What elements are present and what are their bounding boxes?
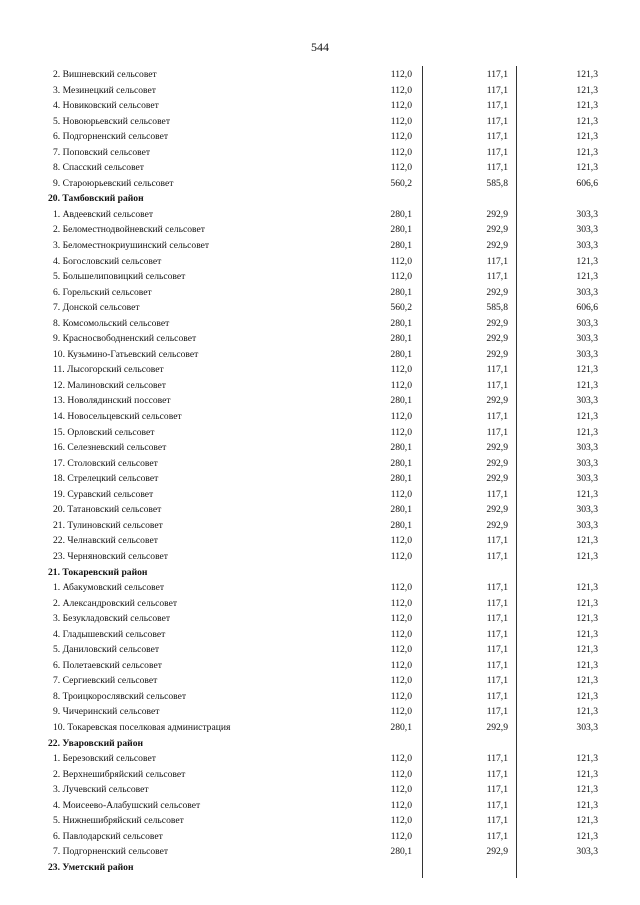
value-cell-v1: 112,0 <box>390 271 412 283</box>
table-row <box>0 767 640 783</box>
value-cell-v3: 121,3 <box>576 597 598 609</box>
table-row <box>0 782 640 798</box>
council-name: 5. Даниловский сельсовет <box>53 644 160 656</box>
value-cell-v2: 117,1 <box>486 84 508 96</box>
table-row <box>0 254 640 270</box>
council-name: 3. Безукладовский сельсовет <box>53 613 171 625</box>
district-name: 22. Уваровский район <box>48 737 144 749</box>
value-cell-v2: 117,1 <box>486 100 508 112</box>
value-cell-v3: 121,3 <box>576 255 598 267</box>
table-row <box>0 409 640 425</box>
table-row <box>0 160 640 176</box>
value-cell-v3: 121,3 <box>576 131 598 143</box>
value-cell-v2: 292,9 <box>486 317 508 329</box>
value-cell-v2: 117,1 <box>486 535 508 547</box>
value-cell-v1: 112,0 <box>390 131 412 143</box>
value-cell-v3: 303,3 <box>576 208 598 220</box>
table-row <box>0 285 640 301</box>
value-cell-v3: 303,3 <box>576 333 598 345</box>
table-row <box>0 658 640 674</box>
value-cell-v3: 303,3 <box>576 457 598 469</box>
value-cell-v3: 606,6 <box>576 302 598 314</box>
value-cell-v2: 117,1 <box>486 582 508 594</box>
value-cell-v1: 112,0 <box>390 488 412 500</box>
value-cell-v3: 121,3 <box>576 426 598 438</box>
council-name: 2. Вишневский сельсовет <box>53 69 157 80</box>
value-cell-v2: 292,9 <box>486 473 508 485</box>
value-cell-v3: 121,3 <box>576 582 598 594</box>
council-name: 10. Токаревская поселковая администрация <box>53 721 231 733</box>
table-row <box>0 502 640 518</box>
table-row <box>0 83 640 99</box>
value-cell-v3: 121,3 <box>576 84 598 96</box>
council-name: 5. Новоюрьевский сельсовет <box>53 115 171 127</box>
council-name: 9. Староюрьевский сельсовет <box>53 177 174 189</box>
data-table <box>0 67 640 875</box>
value-cell-v1: 112,0 <box>390 830 412 842</box>
table-row <box>0 720 640 736</box>
value-cell-v3: 121,3 <box>576 830 598 842</box>
value-cell-v1: 112,0 <box>390 426 412 438</box>
council-name: 4. Моисеево-Алабушский сельсовет <box>53 799 201 811</box>
value-cell-v2: 117,1 <box>486 411 508 423</box>
value-cell-v1: 112,0 <box>390 799 412 811</box>
value-cell-v3: 121,3 <box>576 69 598 80</box>
value-cell-v3: 121,3 <box>576 784 598 796</box>
table-row <box>0 627 640 643</box>
value-cell-v1: 112,0 <box>390 768 412 780</box>
value-cell-v1: 112,0 <box>390 411 412 423</box>
council-name: 23. Черняновский сельсовет <box>53 550 168 562</box>
value-cell-v3: 303,3 <box>576 395 598 407</box>
value-cell-v1: 112,0 <box>390 69 412 80</box>
page-number: 544 <box>311 40 329 54</box>
council-name: 3. Мезинецкий сельсовет <box>53 84 156 96</box>
value-cell-v3: 303,3 <box>576 317 598 329</box>
value-cell-v3: 303,3 <box>576 504 598 516</box>
value-cell-v3: 303,3 <box>576 846 598 858</box>
value-cell-v1: 112,0 <box>390 84 412 96</box>
value-cell-v3: 121,3 <box>576 675 598 687</box>
value-cell-v3: 303,3 <box>576 473 598 485</box>
value-cell-v3: 121,3 <box>576 613 598 625</box>
council-name: 13. Новолядинский поссовет <box>53 395 171 407</box>
table-row <box>0 362 640 378</box>
council-name: 18. Стрелецкий сельсовет <box>53 473 159 485</box>
value-cell-v3: 303,3 <box>576 721 598 733</box>
value-cell-v2: 292,9 <box>486 395 508 407</box>
table-row <box>0 269 640 285</box>
council-name: 12. Малиновский сельсовет <box>53 379 166 391</box>
table-row <box>0 238 640 254</box>
table-row <box>0 114 640 130</box>
table-row <box>0 207 640 223</box>
value-cell-v1: 280,1 <box>390 442 412 454</box>
council-name: 4. Гладышевский сельсовет <box>53 628 166 640</box>
value-cell-v1: 112,0 <box>390 597 412 609</box>
table-row <box>0 222 640 238</box>
value-cell-v1: 280,1 <box>390 395 412 407</box>
value-cell-v1: 112,0 <box>390 162 412 174</box>
value-cell-v2: 292,9 <box>486 208 508 220</box>
value-cell-v2: 292,9 <box>486 846 508 858</box>
council-name: 14. Новосельцевский сельсовет <box>53 411 182 423</box>
value-cell-v1: 280,1 <box>390 317 412 329</box>
value-cell-v1: 280,1 <box>390 519 412 531</box>
value-cell-v3: 121,3 <box>576 364 598 376</box>
value-cell-v2: 292,9 <box>486 333 508 345</box>
table-row <box>0 751 640 767</box>
council-name: 8. Спасский сельсовет <box>53 162 145 174</box>
council-name: 7. Подгорненский сельсовет <box>53 846 169 858</box>
value-cell-v1: 112,0 <box>390 675 412 687</box>
value-cell-v1: 280,1 <box>390 286 412 298</box>
value-cell-v1: 112,0 <box>390 379 412 391</box>
table-row <box>0 533 640 549</box>
value-cell-v3: 121,3 <box>576 100 598 112</box>
council-name: 6. Павлодарский сельсовет <box>53 830 163 842</box>
table-row <box>0 440 640 456</box>
value-cell-v3: 121,3 <box>576 706 598 718</box>
council-name: 11. Лысогорский сельсовет <box>53 364 164 376</box>
council-name: 7. Донской сельсовет <box>53 302 140 314</box>
value-cell-v3: 121,3 <box>576 690 598 702</box>
table-row <box>0 393 640 409</box>
table-row <box>0 829 640 845</box>
value-cell-v3: 121,3 <box>576 146 598 158</box>
value-cell-v3: 303,3 <box>576 348 598 360</box>
value-cell-v2: 117,1 <box>486 426 508 438</box>
council-name: 6. Подгорненский сельсовет <box>53 131 169 143</box>
value-cell-v1: 112,0 <box>390 690 412 702</box>
council-name: 7. Сергиевский сельсовет <box>53 675 158 687</box>
value-cell-v2: 117,1 <box>486 597 508 609</box>
value-cell-v1: 112,0 <box>390 255 412 267</box>
value-cell-v1: 112,0 <box>390 582 412 594</box>
table-row <box>0 316 640 332</box>
table-row <box>0 704 640 720</box>
council-name: 2. Беломестнодвойневский сельсовет <box>53 224 205 236</box>
value-cell-v1: 112,0 <box>390 613 412 625</box>
council-name: 1. Абакумовский сельсовет <box>53 582 165 594</box>
table-row <box>0 331 640 347</box>
value-cell-v3: 121,3 <box>576 271 598 283</box>
value-cell-v3: 121,3 <box>576 753 598 765</box>
table-row <box>0 798 640 814</box>
table-row <box>0 98 640 114</box>
council-name: 2. Александровский сельсовет <box>53 597 178 609</box>
value-cell-v3: 121,3 <box>576 550 598 562</box>
value-cell-v1: 112,0 <box>390 364 412 376</box>
council-name: 6. Горельский сельсовет <box>53 286 152 298</box>
council-name: 4. Новиковский сельсовет <box>53 100 159 112</box>
table-row <box>0 596 640 612</box>
value-cell-v2: 117,1 <box>486 131 508 143</box>
council-name: 9. Чичеринский сельсовет <box>53 706 160 718</box>
value-cell-v1: 112,0 <box>390 753 412 765</box>
value-cell-v2: 117,1 <box>486 799 508 811</box>
value-cell-v1: 280,1 <box>390 240 412 252</box>
council-name: 7. Поповский сельсовет <box>53 146 151 158</box>
value-cell-v2: 117,1 <box>486 768 508 780</box>
table-row <box>0 425 640 441</box>
value-cell-v3: 121,3 <box>576 379 598 391</box>
value-cell-v1: 280,1 <box>390 457 412 469</box>
table-row <box>0 145 640 161</box>
section-heading-row <box>0 191 640 207</box>
value-cell-v1: 112,0 <box>390 100 412 112</box>
value-cell-v2: 292,9 <box>486 721 508 733</box>
council-name: 1. Авдеевский сельсовет <box>53 208 154 220</box>
council-name: 5. Большелиповицкий сельсовет <box>53 271 186 283</box>
district-name: 21. Токаревский район <box>48 566 148 578</box>
value-cell-v2: 117,1 <box>486 69 508 80</box>
table-row <box>0 487 640 503</box>
council-name: 4. Богословский сельсовет <box>53 255 162 267</box>
value-cell-v1: 280,1 <box>390 208 412 220</box>
table-row <box>0 378 640 394</box>
value-cell-v2: 117,1 <box>486 613 508 625</box>
council-name: 8. Комсомольский сельсовет <box>53 317 170 329</box>
value-cell-v2: 117,1 <box>486 644 508 656</box>
value-cell-v2: 292,9 <box>486 240 508 252</box>
table-row <box>0 549 640 565</box>
table-row <box>0 813 640 829</box>
table-row <box>0 580 640 596</box>
value-cell-v2: 117,1 <box>486 675 508 687</box>
value-cell-v2: 117,1 <box>486 784 508 796</box>
value-cell-v2: 117,1 <box>486 255 508 267</box>
value-cell-v2: 585,8 <box>486 302 508 314</box>
council-name: 3. Беломестнокриушинский сельсовет <box>53 240 210 252</box>
value-cell-v3: 121,3 <box>576 535 598 547</box>
value-cell-v2: 117,1 <box>486 550 508 562</box>
value-cell-v1: 112,0 <box>390 550 412 562</box>
table-row <box>0 176 640 192</box>
council-name: 20. Татановский сельсовет <box>53 504 162 516</box>
table-row <box>0 347 640 363</box>
value-cell-v3: 121,3 <box>576 815 598 827</box>
council-name: 22. Челнавский сельсовет <box>53 535 158 547</box>
council-name: 17. Столовский сельсовет <box>53 457 158 469</box>
value-cell-v2: 117,1 <box>486 488 508 500</box>
value-cell-v3: 303,3 <box>576 519 598 531</box>
value-cell-v1: 280,1 <box>390 846 412 858</box>
value-cell-v1: 280,1 <box>390 333 412 345</box>
value-cell-v1: 112,0 <box>390 146 412 158</box>
value-cell-v2: 292,9 <box>486 224 508 236</box>
value-cell-v3: 121,3 <box>576 768 598 780</box>
value-cell-v2: 117,1 <box>486 379 508 391</box>
value-cell-v1: 112,0 <box>390 784 412 796</box>
section-heading-row <box>0 860 640 876</box>
value-cell-v2: 117,1 <box>486 753 508 765</box>
value-cell-v2: 117,1 <box>486 271 508 283</box>
table-row <box>0 67 640 83</box>
value-cell-v2: 117,1 <box>486 115 508 127</box>
value-cell-v2: 117,1 <box>486 364 508 376</box>
council-name: 9. Красносвободненский сельсовет <box>53 333 197 345</box>
council-name: 8. Троицкорослявский сельсовет <box>53 690 187 702</box>
value-cell-v2: 117,1 <box>486 628 508 640</box>
value-cell-v2: 292,9 <box>486 442 508 454</box>
value-cell-v1: 112,0 <box>390 115 412 127</box>
value-cell-v1: 280,1 <box>390 721 412 733</box>
value-cell-v3: 606,6 <box>576 177 598 189</box>
value-cell-v2: 292,9 <box>486 457 508 469</box>
value-cell-v3: 303,3 <box>576 442 598 454</box>
value-cell-v3: 303,3 <box>576 240 598 252</box>
value-cell-v1: 112,0 <box>390 628 412 640</box>
value-cell-v1: 280,1 <box>390 504 412 516</box>
value-cell-v1: 560,2 <box>390 177 412 189</box>
table-row <box>0 673 640 689</box>
value-cell-v2: 292,9 <box>486 348 508 360</box>
value-cell-v3: 121,3 <box>576 411 598 423</box>
value-cell-v2: 117,1 <box>486 162 508 174</box>
council-name: 21. Тулиновский сельсовет <box>53 519 163 531</box>
value-cell-v2: 117,1 <box>486 815 508 827</box>
value-cell-v1: 560,2 <box>390 302 412 314</box>
section-heading-row <box>0 565 640 581</box>
value-cell-v3: 121,3 <box>576 628 598 640</box>
value-cell-v2: 292,9 <box>486 519 508 531</box>
council-name: 15. Орловский сельсовет <box>53 426 155 438</box>
council-name: 16. Селезневский сельсовет <box>53 442 167 454</box>
table-row <box>0 844 640 860</box>
value-cell-v1: 280,1 <box>390 348 412 360</box>
table-row <box>0 642 640 658</box>
value-cell-v2: 117,1 <box>486 690 508 702</box>
district-name: 20. Тамбовский район <box>48 193 144 205</box>
value-cell-v1: 280,1 <box>390 224 412 236</box>
value-cell-v3: 121,3 <box>576 115 598 127</box>
value-cell-v2: 117,1 <box>486 146 508 158</box>
table-row <box>0 456 640 472</box>
value-cell-v2: 117,1 <box>486 706 508 718</box>
value-cell-v3: 121,3 <box>576 488 598 500</box>
value-cell-v3: 121,3 <box>576 644 598 656</box>
value-cell-v3: 121,3 <box>576 659 598 671</box>
section-heading-row <box>0 736 640 752</box>
value-cell-v3: 303,3 <box>576 224 598 236</box>
value-cell-v2: 292,9 <box>486 504 508 516</box>
council-name: 5. Нижнешибряйский сельсовет <box>53 815 184 827</box>
value-cell-v1: 112,0 <box>390 815 412 827</box>
value-cell-v1: 112,0 <box>390 644 412 656</box>
value-cell-v3: 121,3 <box>576 162 598 174</box>
table-row <box>0 300 640 316</box>
value-cell-v1: 112,0 <box>390 706 412 718</box>
council-name: 2. Верхнешибряйский сельсовет <box>53 768 186 780</box>
value-cell-v1: 112,0 <box>390 535 412 547</box>
value-cell-v2: 117,1 <box>486 830 508 842</box>
value-cell-v2: 585,8 <box>486 177 508 189</box>
value-cell-v2: 117,1 <box>486 659 508 671</box>
council-name: 1. Березовский сельсовет <box>53 753 156 765</box>
table-row <box>0 611 640 627</box>
value-cell-v1: 112,0 <box>390 659 412 671</box>
council-name: 10. Кузьмино-Гатьевский сельсовет <box>53 348 199 360</box>
district-name: 23. Уметский район <box>48 861 134 873</box>
council-name: 19. Суравский сельсовет <box>53 488 154 500</box>
value-cell-v2: 292,9 <box>486 286 508 298</box>
table-row <box>0 471 640 487</box>
table-row <box>0 518 640 534</box>
value-cell-v3: 303,3 <box>576 286 598 298</box>
council-name: 6. Полетаевский сельсовет <box>53 659 162 671</box>
value-cell-v3: 121,3 <box>576 799 598 811</box>
value-cell-v1: 280,1 <box>390 473 412 485</box>
council-name: 3. Лучевский сельсовет <box>53 784 149 796</box>
table-row <box>0 689 640 705</box>
table-row <box>0 129 640 145</box>
